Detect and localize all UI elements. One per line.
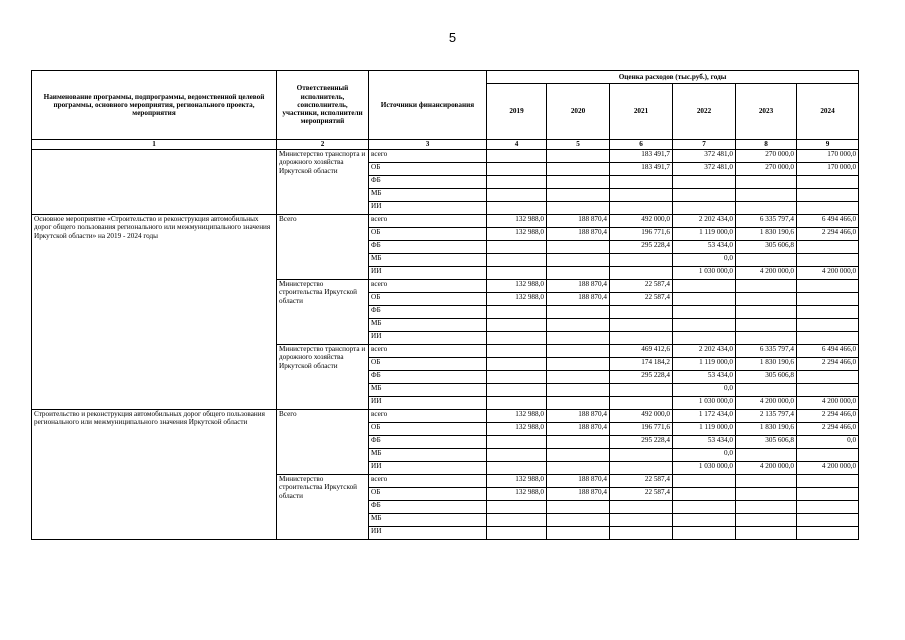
funding-source-cell: ИИ: [369, 527, 487, 540]
amount-cell: 132 988,0: [487, 423, 547, 436]
amount-cell: 188 870,4: [547, 228, 610, 241]
amount-cell: [736, 189, 797, 202]
amount-cell: [547, 189, 610, 202]
amount-cell: [736, 501, 797, 514]
amount-cell: [487, 384, 547, 397]
amount-cell: 295 228,4: [610, 371, 673, 384]
amount-cell: [487, 462, 547, 475]
amount-cell: [736, 202, 797, 215]
amount-cell: [736, 488, 797, 501]
amount-cell: [797, 501, 859, 514]
amount-cell: 305 606,8: [736, 371, 797, 384]
amount-cell: [736, 475, 797, 488]
amount-cell: [547, 449, 610, 462]
amount-cell: [610, 254, 673, 267]
amount-cell: 170 000,0: [797, 163, 859, 176]
amount-cell: 188 870,4: [547, 215, 610, 228]
amount-cell: [487, 163, 547, 176]
amount-cell: [547, 332, 610, 345]
amount-cell: [736, 293, 797, 306]
amount-cell: 1 172 434,0: [673, 410, 736, 423]
amount-cell: [736, 384, 797, 397]
column-number: 8: [736, 140, 797, 150]
column-number: 4: [487, 140, 547, 150]
amount-cell: 2 202 434,0: [673, 345, 736, 358]
amount-cell: [487, 241, 547, 254]
amount-cell: [547, 150, 610, 163]
amount-cell: [797, 371, 859, 384]
column-number: 5: [547, 140, 610, 150]
amount-cell: [797, 189, 859, 202]
amount-cell: [487, 176, 547, 189]
amount-cell: [610, 202, 673, 215]
funding-source-cell: МБ: [369, 319, 487, 332]
funding-source-cell: МБ: [369, 514, 487, 527]
amount-cell: [487, 345, 547, 358]
funding-source-cell: ИИ: [369, 462, 487, 475]
funding-source-cell: всего: [369, 475, 487, 488]
amount-cell: [487, 527, 547, 540]
amount-cell: [487, 514, 547, 527]
amount-cell: [797, 280, 859, 293]
amount-cell: [487, 319, 547, 332]
amount-cell: 270 000,0: [736, 163, 797, 176]
funding-source-cell: всего: [369, 345, 487, 358]
amount-cell: [736, 449, 797, 462]
amount-cell: [547, 462, 610, 475]
amount-cell: [487, 501, 547, 514]
amount-cell: [797, 176, 859, 189]
amount-cell: 295 228,4: [610, 241, 673, 254]
funding-source-cell: МБ: [369, 449, 487, 462]
funding-source-cell: МБ: [369, 189, 487, 202]
amount-cell: 4 200 000,0: [797, 267, 859, 280]
amount-cell: [797, 384, 859, 397]
funding-source-cell: ФБ: [369, 436, 487, 449]
amount-cell: 0,0: [673, 449, 736, 462]
amount-cell: [736, 332, 797, 345]
amount-cell: 188 870,4: [547, 488, 610, 501]
amount-cell: [797, 475, 859, 488]
column-number: 1: [32, 140, 277, 150]
amount-cell: [610, 514, 673, 527]
column-number: 6: [610, 140, 673, 150]
amount-cell: [797, 306, 859, 319]
amount-cell: 188 870,4: [547, 423, 610, 436]
amount-cell: [673, 488, 736, 501]
amount-cell: 196 771,6: [610, 228, 673, 241]
amount-cell: 22 587,4: [610, 475, 673, 488]
executor-cell: Министерство транспорта и дорожного хозяйства Иркутской области: [277, 345, 369, 410]
amount-cell: 1 119 000,0: [673, 423, 736, 436]
amount-cell: [610, 319, 673, 332]
amount-cell: 1 119 000,0: [673, 358, 736, 371]
amount-cell: [547, 163, 610, 176]
amount-cell: [797, 241, 859, 254]
amount-cell: [547, 241, 610, 254]
table-row: [32, 410, 859, 423]
amount-cell: 188 870,4: [547, 410, 610, 423]
amount-cell: [547, 254, 610, 267]
amount-cell: 4 200 000,0: [797, 462, 859, 475]
amount-cell: [547, 176, 610, 189]
program-name-cell: [32, 150, 277, 215]
amount-cell: 22 587,4: [610, 488, 673, 501]
column-number: 9: [797, 140, 859, 150]
amount-cell: 4 200 000,0: [736, 267, 797, 280]
funding-source-cell: ФБ: [369, 241, 487, 254]
amount-cell: [797, 293, 859, 306]
column-number: 3: [369, 140, 487, 150]
amount-cell: 2 202 434,0: [673, 215, 736, 228]
amount-cell: [547, 345, 610, 358]
funding-source-cell: ОБ: [369, 228, 487, 241]
amount-cell: [487, 202, 547, 215]
amount-cell: [610, 527, 673, 540]
amount-cell: [547, 397, 610, 410]
amount-cell: [487, 358, 547, 371]
amount-cell: 132 988,0: [487, 228, 547, 241]
funding-source-cell: ИИ: [369, 397, 487, 410]
amount-cell: [547, 306, 610, 319]
amount-cell: 174 184,2: [610, 358, 673, 371]
amount-cell: 132 988,0: [487, 215, 547, 228]
funding-source-cell: ОБ: [369, 488, 487, 501]
funding-source-cell: всего: [369, 215, 487, 228]
amount-cell: [547, 501, 610, 514]
amount-cell: 4 200 000,0: [736, 462, 797, 475]
amount-cell: 132 988,0: [487, 280, 547, 293]
amount-cell: 1 830 190,6: [736, 358, 797, 371]
amount-cell: [736, 514, 797, 527]
funding-source-cell: ОБ: [369, 358, 487, 371]
amount-cell: [673, 332, 736, 345]
amount-cell: 6 494 466,0: [797, 345, 859, 358]
amount-cell: [736, 319, 797, 332]
funding-source-cell: ФБ: [369, 371, 487, 384]
amount-cell: [610, 267, 673, 280]
funding-source-cell: всего: [369, 410, 487, 423]
amount-cell: 183 491,7: [610, 163, 673, 176]
amount-cell: 132 988,0: [487, 488, 547, 501]
amount-cell: [673, 527, 736, 540]
amount-cell: 132 988,0: [487, 293, 547, 306]
amount-cell: [547, 384, 610, 397]
amount-cell: [487, 436, 547, 449]
header-year: 2024: [797, 84, 859, 140]
amount-cell: [610, 397, 673, 410]
amount-cell: [736, 254, 797, 267]
amount-cell: 183 491,7: [610, 150, 673, 163]
amount-cell: 188 870,4: [547, 475, 610, 488]
amount-cell: 1 030 000,0: [673, 462, 736, 475]
amount-cell: 4 200 000,0: [797, 397, 859, 410]
amount-cell: [673, 280, 736, 293]
amount-cell: 188 870,4: [547, 280, 610, 293]
amount-cell: 1 830 190,6: [736, 228, 797, 241]
amount-cell: [673, 176, 736, 189]
amount-cell: 4 200 000,0: [736, 397, 797, 410]
amount-cell: 132 988,0: [487, 475, 547, 488]
header-year: 2022: [673, 84, 736, 140]
funding-source-cell: ИИ: [369, 267, 487, 280]
column-number: 7: [673, 140, 736, 150]
amount-cell: [673, 202, 736, 215]
amount-cell: 0,0: [673, 254, 736, 267]
amount-cell: 270 000,0: [736, 150, 797, 163]
amount-cell: 53 434,0: [673, 436, 736, 449]
header-executor: Ответственный исполнитель, соисполнитель, участники, исполнители мероприятий: [277, 71, 369, 140]
amount-cell: 0,0: [797, 436, 859, 449]
funding-source-cell: ОБ: [369, 293, 487, 306]
funding-source-cell: всего: [369, 280, 487, 293]
amount-cell: 170 000,0: [797, 150, 859, 163]
amount-cell: [547, 267, 610, 280]
funding-source-cell: МБ: [369, 254, 487, 267]
amount-cell: 372 481,0: [673, 150, 736, 163]
amount-cell: [673, 475, 736, 488]
amount-cell: [487, 332, 547, 345]
header-program-name: Наименование программы, подпрограммы, ведомственной целевой программы, основного мероприятия, регионального проекта, мероприятия: [32, 71, 277, 140]
executor-cell: Министерство строительства Иркутской области: [277, 280, 369, 345]
amount-cell: [736, 176, 797, 189]
column-number: 2: [277, 140, 369, 150]
funding-source-cell: ОБ: [369, 423, 487, 436]
amount-cell: [487, 254, 547, 267]
amount-cell: 2 294 466,0: [797, 410, 859, 423]
amount-cell: [547, 319, 610, 332]
amount-cell: 6 335 797,4: [736, 345, 797, 358]
header-year: 2023: [736, 84, 797, 140]
amount-cell: [673, 293, 736, 306]
amount-cell: [547, 371, 610, 384]
header-year: 2020: [547, 84, 610, 140]
amount-cell: [610, 332, 673, 345]
amount-cell: [547, 436, 610, 449]
amount-cell: 305 606,8: [736, 436, 797, 449]
amount-cell: 1 030 000,0: [673, 267, 736, 280]
amount-cell: 22 587,4: [610, 280, 673, 293]
amount-cell: 2 294 466,0: [797, 228, 859, 241]
amount-cell: 372 481,0: [673, 163, 736, 176]
funding-source-cell: ФБ: [369, 176, 487, 189]
executor-cell: Всего: [277, 410, 369, 475]
amount-cell: [487, 397, 547, 410]
page-number: 5: [448, 30, 457, 45]
amount-cell: [487, 150, 547, 163]
header-row: [32, 71, 859, 84]
amount-cell: [487, 267, 547, 280]
header-expenses: Оценка расходов (тыс.руб.), годы: [487, 71, 859, 84]
amount-cell: [610, 449, 673, 462]
column-numbers-row: [32, 140, 859, 150]
funding-source-cell: ОБ: [369, 163, 487, 176]
amount-cell: [610, 462, 673, 475]
amount-cell: 1 830 190,6: [736, 423, 797, 436]
amount-cell: 2 135 797,4: [736, 410, 797, 423]
table-row: [32, 150, 859, 163]
executor-cell: Министерство транспорта и дорожного хозяйства Иркутской области: [277, 150, 369, 215]
amount-cell: [610, 501, 673, 514]
funding-source-cell: ФБ: [369, 306, 487, 319]
amount-cell: [673, 306, 736, 319]
executor-cell: Всего: [277, 215, 369, 280]
amount-cell: 492 000,0: [610, 410, 673, 423]
header-year: 2021: [610, 84, 673, 140]
amount-cell: [797, 488, 859, 501]
amount-cell: [547, 202, 610, 215]
amount-cell: [610, 384, 673, 397]
amount-cell: [487, 449, 547, 462]
program-name-cell: Основное мероприятие «Строительство и реконструкция автомобильных дорог общего пользования регионального или межмуниципального значения Иркутской области» на 2019 - 2024 годы: [32, 215, 277, 410]
amount-cell: [673, 501, 736, 514]
executor-cell: Министерство строительства Иркутской области: [277, 475, 369, 540]
amount-cell: 295 228,4: [610, 436, 673, 449]
amount-cell: [797, 202, 859, 215]
amount-cell: 492 000,0: [610, 215, 673, 228]
funding-source-cell: ИИ: [369, 332, 487, 345]
amount-cell: 188 870,4: [547, 293, 610, 306]
amount-cell: 2 294 466,0: [797, 358, 859, 371]
funding-source-cell: МБ: [369, 384, 487, 397]
funding-source-cell: ФБ: [369, 501, 487, 514]
amount-cell: [797, 449, 859, 462]
funding-source-cell: ИИ: [369, 202, 487, 215]
amount-cell: [610, 306, 673, 319]
funding-source-cell: всего: [369, 150, 487, 163]
amount-cell: [547, 527, 610, 540]
amount-cell: [487, 371, 547, 384]
amount-cell: [797, 527, 859, 540]
header-funding-sources: Источники финансирования: [369, 71, 487, 140]
amount-cell: 53 434,0: [673, 241, 736, 254]
amount-cell: [736, 527, 797, 540]
amount-cell: 196 771,6: [610, 423, 673, 436]
table-row: [32, 215, 859, 228]
amount-cell: [673, 189, 736, 202]
amount-cell: 6 494 466,0: [797, 215, 859, 228]
amount-cell: [797, 254, 859, 267]
amount-cell: 1 030 000,0: [673, 397, 736, 410]
amount-cell: 132 988,0: [487, 410, 547, 423]
program-name-cell: Строительство и реконструкция автомобильных дорог общего пользования регионального или межмуниципального значения Иркутской области: [32, 410, 277, 540]
amount-cell: 53 434,0: [673, 371, 736, 384]
amount-cell: [673, 514, 736, 527]
amount-cell: [610, 189, 673, 202]
amount-cell: [610, 176, 673, 189]
amount-cell: [547, 358, 610, 371]
amount-cell: [736, 306, 797, 319]
amount-cell: 22 587,4: [610, 293, 673, 306]
amount-cell: [797, 332, 859, 345]
amount-cell: [547, 514, 610, 527]
amount-cell: [797, 319, 859, 332]
amount-cell: [487, 306, 547, 319]
amount-cell: 469 412,6: [610, 345, 673, 358]
amount-cell: [797, 514, 859, 527]
budget-table: [31, 70, 859, 540]
amount-cell: 6 335 797,4: [736, 215, 797, 228]
amount-cell: 2 294 466,0: [797, 423, 859, 436]
amount-cell: [673, 319, 736, 332]
header-year: 2019: [487, 84, 547, 140]
amount-cell: [736, 280, 797, 293]
amount-cell: 0,0: [673, 384, 736, 397]
amount-cell: 1 119 000,0: [673, 228, 736, 241]
amount-cell: 305 606,8: [736, 241, 797, 254]
amount-cell: [487, 189, 547, 202]
